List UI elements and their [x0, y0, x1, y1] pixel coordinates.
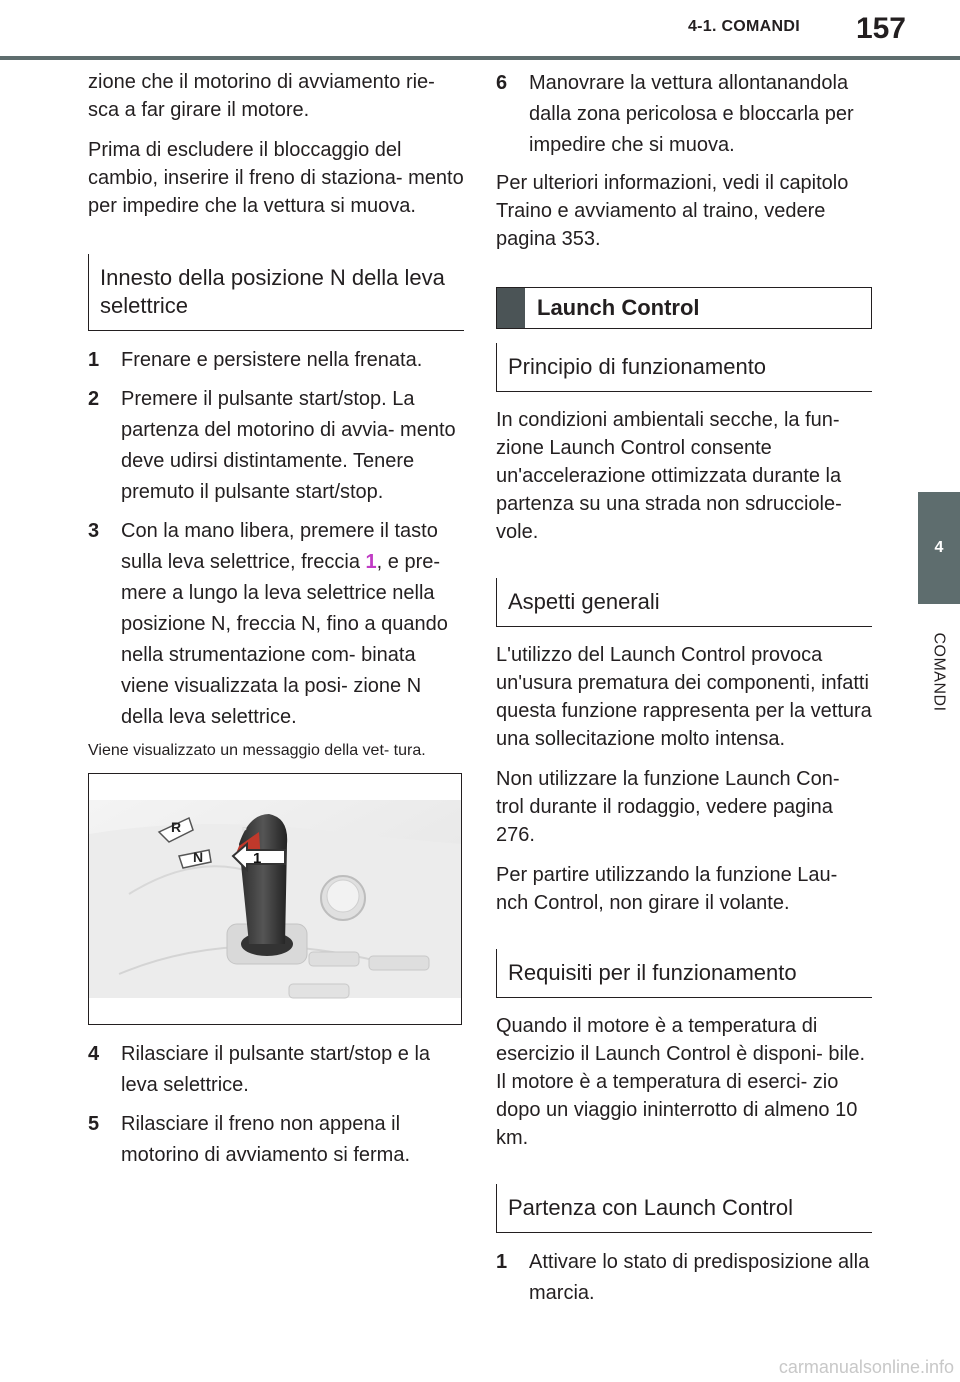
- step-text: Rilasciare il freno non appena il motorino di avviamento si ferma.: [121, 1113, 411, 1166]
- gear-selector-illustration: [89, 774, 461, 1024]
- step-item: [88, 345, 464, 376]
- arrow-reference: 1: [365, 551, 377, 573]
- paragraph: Prima di escludere il bloccaggio del cambio, inserire il freno di staziona- mento per impedire che la vettura si muova.: [88, 139, 464, 217]
- step-item: [88, 1039, 464, 1101]
- step-text: Attivare lo stato di predisposizione alla marcia.: [529, 1251, 870, 1304]
- step-text: Premere il pulsante start/stop. La partenza del motorino di avvia- mento deve udirsi distintamente. Tenere premuto il pulsante start/stop.: [121, 388, 456, 503]
- step-item: [496, 1247, 872, 1309]
- section-title: 4-1. COMANDI: [687, 18, 800, 35]
- step-number: 6: [496, 72, 508, 94]
- chapter-tab[interactable]: [918, 492, 960, 604]
- right-column: [496, 68, 872, 1317]
- page-header: [0, 0, 960, 56]
- heading-block: [497, 288, 525, 328]
- section-heading: Innesto della posizione N della leva selettrice: [88, 254, 464, 331]
- paragraph: Per partire utilizzando la funzione Lau- nch Control, non girare il volante.: [496, 864, 838, 914]
- section-heading: Principio di funzionamento: [496, 343, 872, 392]
- step-number: 4: [88, 1043, 100, 1065]
- chapter-heading: Launch Control: [496, 287, 872, 329]
- figure-label-p: P: [242, 827, 247, 834]
- paragraph: Per ulteriori informazioni, vedi il capitolo Traino e avviamento al traino, vedere pagina 353.: [496, 172, 849, 250]
- paragraph: Quando il motore è a temperatura di esercizio il Launch Control è disponi- bile. Il motore è a temperatura di eserci- zio dopo un viaggio ininterrotto di almeno 10 km.: [496, 1015, 866, 1149]
- gear-selector-figure: [88, 773, 462, 1025]
- header-rule: [0, 56, 960, 60]
- step-number: 2: [88, 388, 100, 410]
- step-item: [88, 384, 464, 508]
- paragraph: L'utilizzo del Launch Control provoca un'usura prematura dei componenti, infatti questa funzione rappresenta per la vettura una sollecitazione molto intensa.: [496, 644, 872, 750]
- step-number: 5: [88, 1113, 100, 1135]
- chapter-label: COMANDI: [931, 632, 948, 712]
- figure-label-n: N: [193, 849, 204, 865]
- step-number: 1: [496, 1251, 508, 1273]
- section-heading: Partenza con Launch Control: [496, 1184, 872, 1233]
- watermark: carmanualsonline.info: [778, 1357, 954, 1377]
- step-text: Manovrare la vettura allontanandola dalla zona pericolosa e bloccarla per impedire che si muova.: [529, 72, 854, 156]
- step-number: 3: [88, 520, 100, 542]
- note-text: Viene visualizzato un messaggio della vet- tura.: [88, 742, 426, 759]
- step-item: [496, 68, 872, 161]
- step-item: [88, 516, 464, 733]
- page-number: 157: [855, 12, 906, 45]
- step-item: [88, 1109, 464, 1171]
- step-number: 1: [88, 349, 100, 371]
- paragraph: zione che il motorino di avviamento rie- sca a far girare il motore.: [88, 71, 435, 121]
- figure-callout: 1: [253, 850, 262, 867]
- paragraph: In condizioni ambientali secche, la fun- zione Launch Control consente un'accelerazione ottimizzata durante la partenza su una strada non sdrucciole- vole.: [496, 409, 842, 543]
- figure-label-r: R: [171, 819, 182, 835]
- section-heading: Aspetti generali: [496, 578, 872, 627]
- paragraph: Non utilizzare la funzione Launch Con- trol durante il rodaggio, vedere pagina 276.: [496, 768, 840, 846]
- step-text: Rilasciare il pulsante start/stop e la leva selettrice.: [121, 1043, 431, 1096]
- step-text: Frenare e persistere nella frenata.: [121, 349, 423, 371]
- section-heading: Requisiti per il funzionamento: [496, 949, 872, 998]
- step-text: Con la mano libera, premere il tasto sulla leva selettrice, freccia 1, e pre- mere a lungo la leva selettrice nella posizione N, freccia N, fino a quando nella strumentazione com- binata viene visualizzata la posi- zione N della leva selettrice.: [121, 520, 448, 728]
- left-column: [88, 68, 464, 1179]
- chapter-number: 4: [934, 539, 944, 556]
